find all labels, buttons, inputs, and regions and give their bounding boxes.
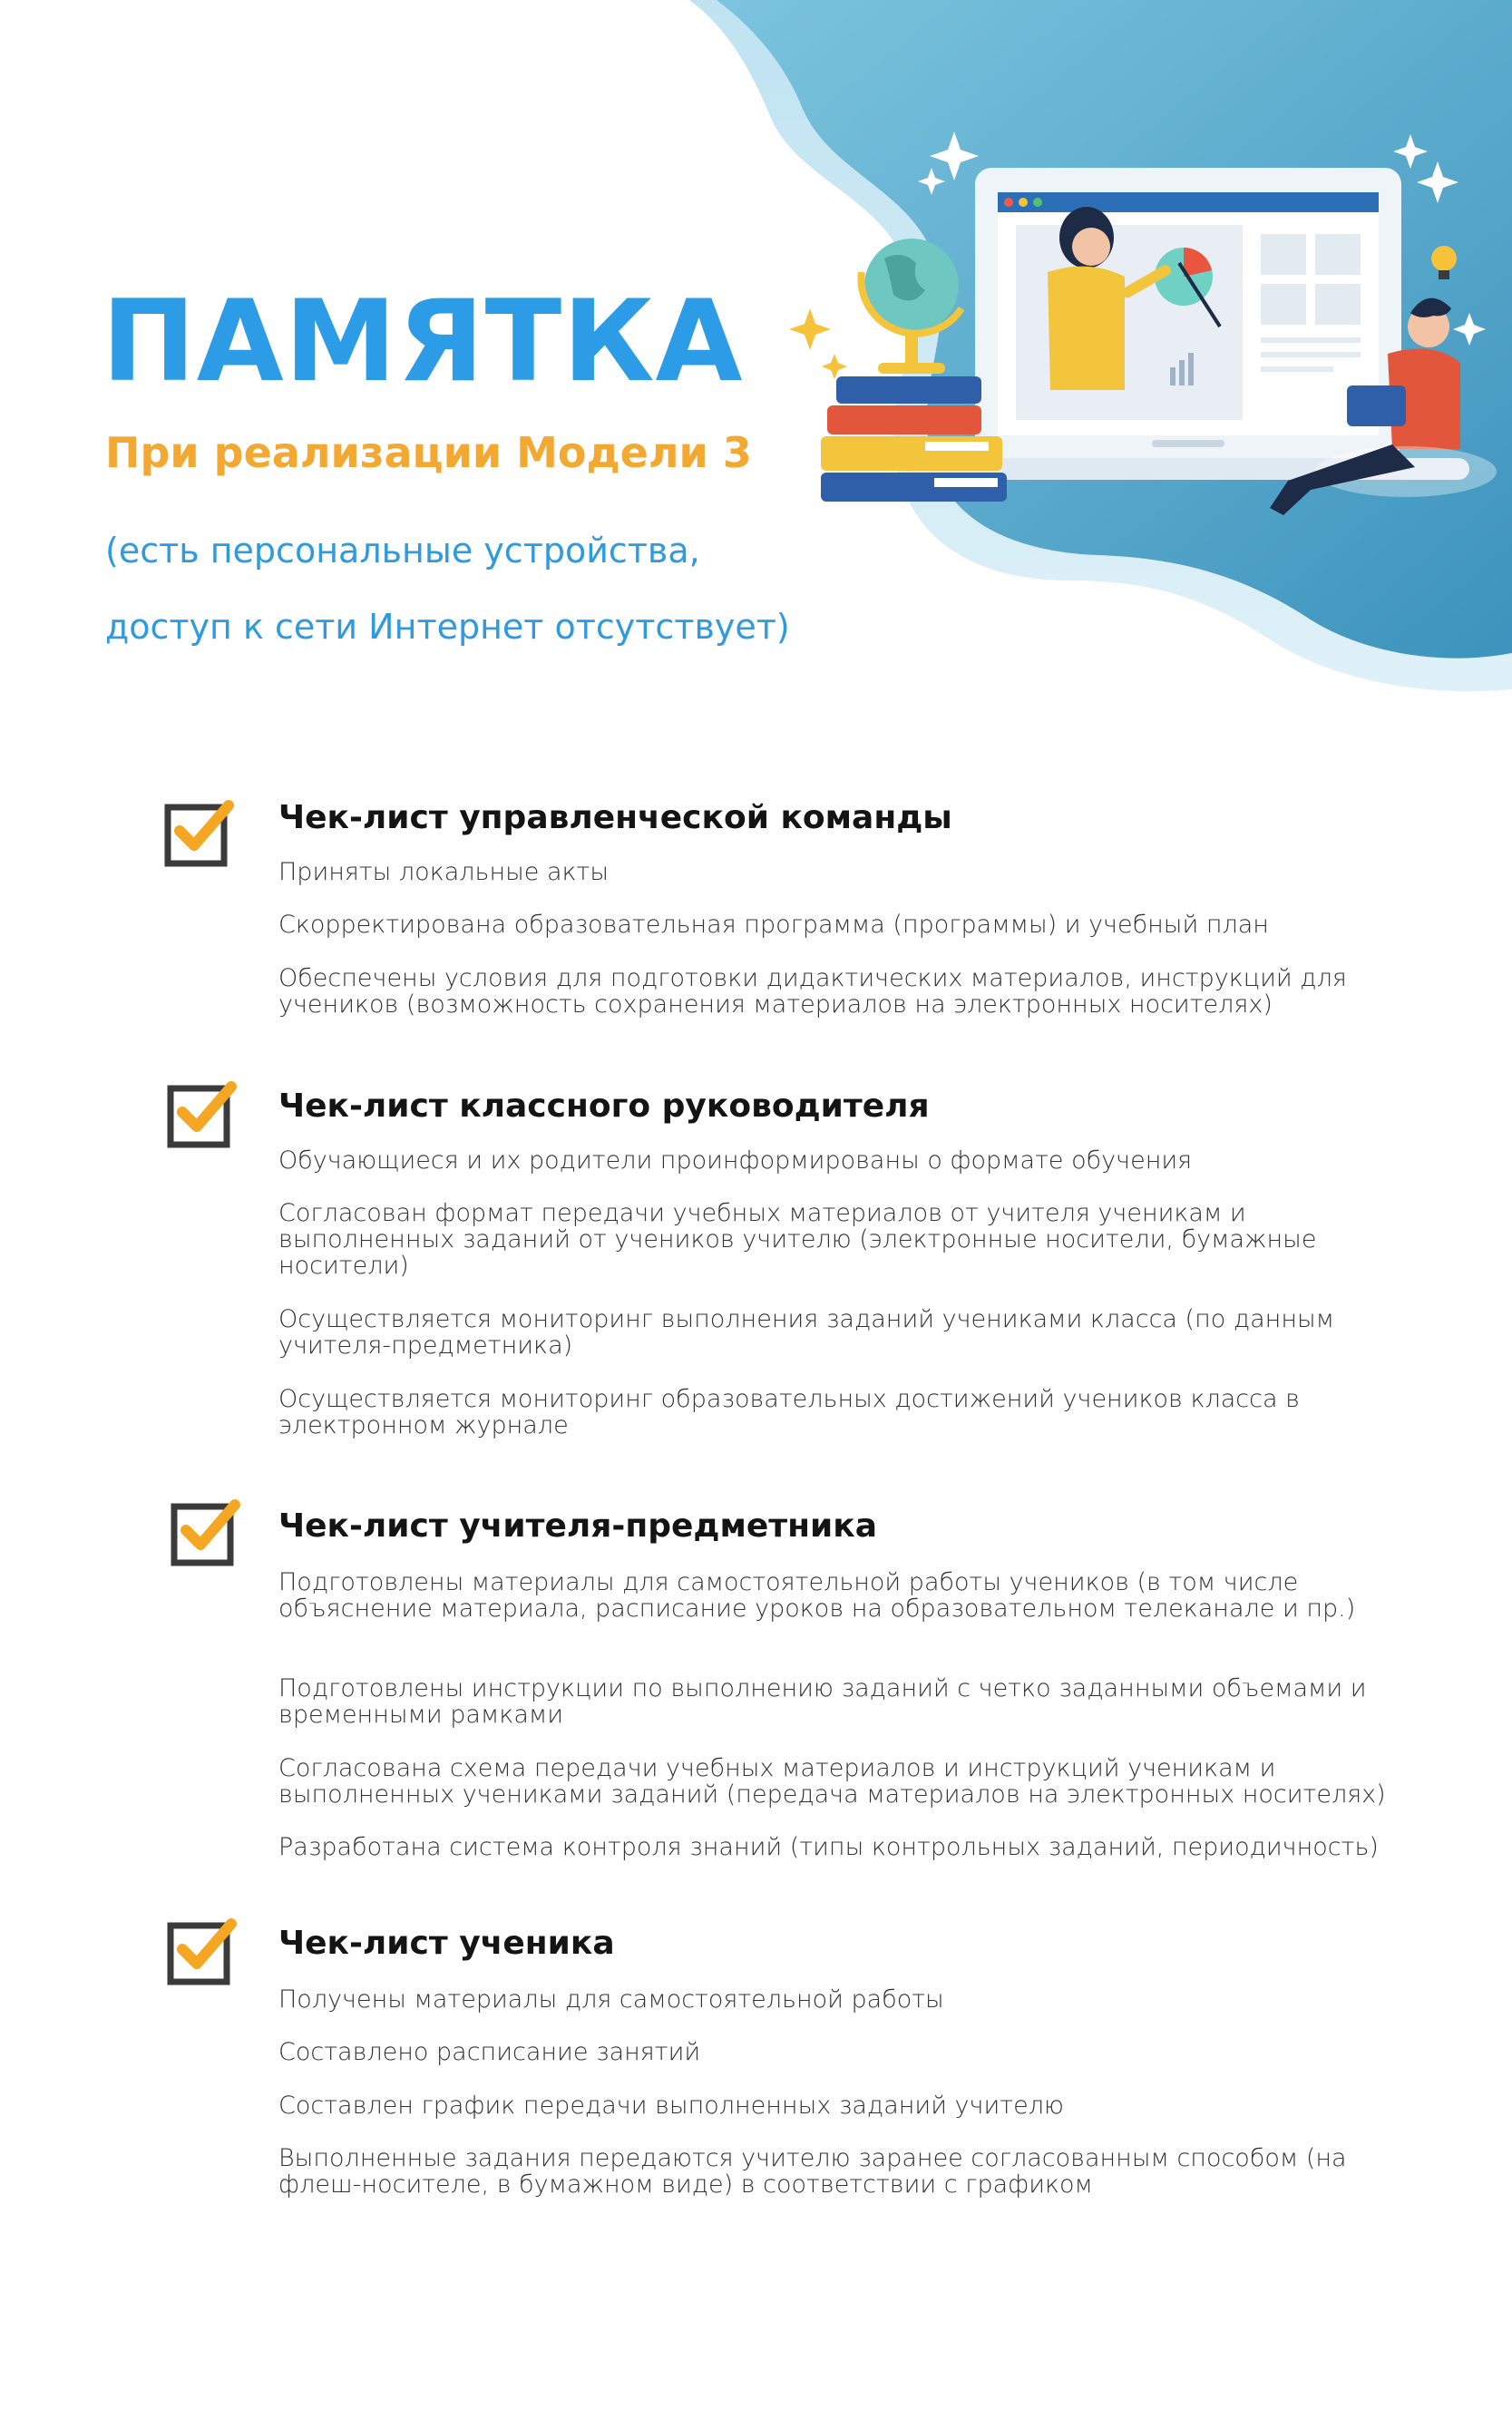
model-subtitle: При реализации Модели 3 — [105, 428, 752, 477]
list-item: Согласована схема передачи учебных материалов и инструкций ученикам и выполненных учениками заданий (передача материалов на электронных носителях) — [278, 1754, 1386, 1809]
section-title: Чек-лист классного руководителя — [278, 1088, 930, 1125]
section-title: Чек-лист учителя-предметника — [278, 1507, 877, 1545]
books-icon — [821, 376, 1007, 502]
sparkle-icon — [789, 308, 831, 350]
list-item: Согласован формат передачи учебных материалов от учителя ученикам и выполненных заданий от учеников учителю (электронные носители, бумажные носители) — [278, 1199, 1317, 1280]
list-item: Обеспечены условия для подготовки дидактических материалов, инструкций для учеников (возможность сохранения материалов на электронных носителях) — [278, 964, 1347, 1019]
note-line-1: (есть персональные устройства, — [105, 531, 700, 571]
list-item: Скорректирована образовательная программа (программы) и учебный план — [278, 911, 1269, 939]
model-conditions-note — [105, 512, 922, 665]
list-item: Составлено расписание занятий — [278, 2038, 701, 2066]
list-item: Приняты локальные акты — [278, 858, 609, 886]
list-item: Разработана система контроля знаний (типы контрольных заданий, периодичность) — [278, 1833, 1379, 1861]
page-title: ПАМЯТКА — [102, 277, 744, 407]
checkbox-checked-icon — [170, 1497, 242, 1570]
list-item: Осуществляется мониторинг образовательных достижений учеников класса в электронном журнале — [278, 1385, 1300, 1439]
note-line-2: доступ к сети Интернет отсутствует) — [105, 607, 790, 647]
list-item: Подготовлены инструкции по выполнению заданий с четко заданными объемами и временными рамками — [278, 1674, 1367, 1729]
section-title: Чек-лист ученика — [278, 1925, 615, 1962]
list-item: Получены материалы для самостоятельной работы — [278, 1985, 944, 2014]
section-title: Чек-лист управленческой команды — [278, 799, 952, 836]
checkbox-checked-icon — [166, 1917, 239, 1989]
list-item: Обучающиеся и их родители проинформированы о формате обучения — [278, 1146, 1193, 1175]
checkbox-checked-icon — [166, 1079, 239, 1152]
sparkle-icon — [822, 354, 847, 379]
laptop-icon — [907, 168, 1469, 480]
checkbox-checked-icon — [163, 798, 236, 871]
list-item: Осуществляется мониторинг выполнения заданий учениками класса (по данным учителя-предметника) — [278, 1305, 1334, 1360]
list-item: Составлен график передачи выполненных заданий учителю — [278, 2092, 1064, 2120]
list-item: Подготовлены материалы для самостоятельной работы учеников (в том числе объяснение материала, расписание уроков на образовательном телеканале и пр.) — [278, 1568, 1356, 1623]
list-item: Выполненные задания передаются учителю заранее согласованным способом (на флеш-носителе, в бумажном виде) в соответствии с графиком — [278, 2144, 1347, 2199]
